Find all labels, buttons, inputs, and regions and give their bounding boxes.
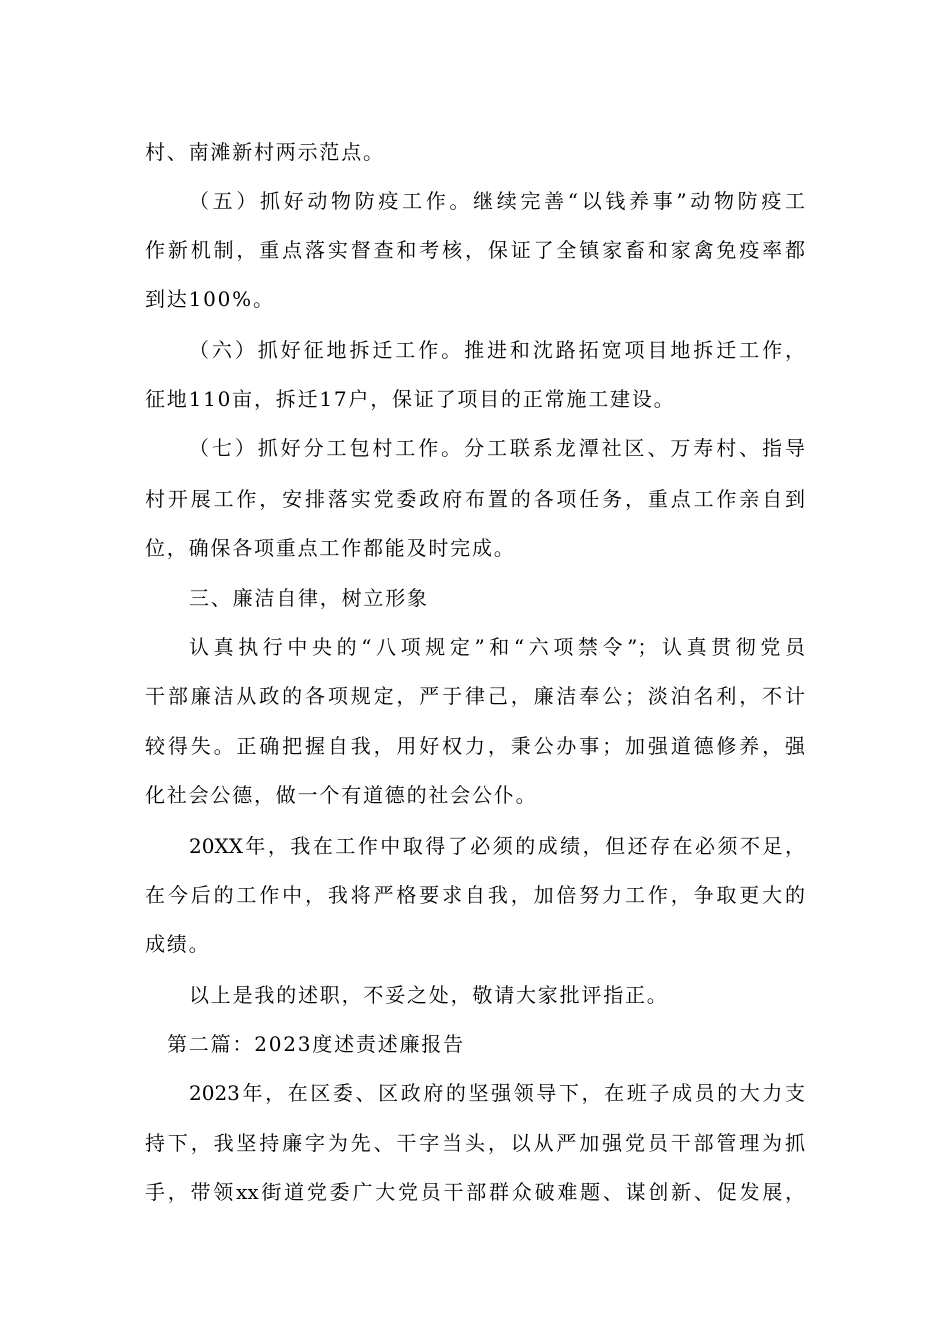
text-line: 化社会公德，做一个有道德的社会公仆。 [145,783,538,807]
text-line: 村、南滩新村两示范点。 [145,140,385,164]
text-line: 干部廉洁从政的各项规定，严于律己，廉洁奉公；淡泊名利，不计 [145,684,805,708]
text-line: 村开展工作，安排落实党委政府布置的各项任务，重点工作亲自到 [145,487,805,511]
text-line: 到达100%。 [145,287,275,311]
text-line: 持下，我坚持廉字为先、干字当头，以从严加强党员干部管理为抓 [145,1131,805,1155]
text-line: 较得失。正确把握自我，用好权力，秉公办事；加强道德修养，强 [145,734,805,758]
text-line: 在今后的工作中，我将严格要求自我，加倍努力工作，争取更大的 [145,883,805,907]
text-line: 成绩。 [145,932,211,956]
text-line: 以上是我的述职，不妥之处，敬请大家批评指正。 [189,983,669,1007]
text-line: （六）抓好征地拆迁工作。推进和沈路拓宽项目地拆迁工作， [189,338,805,362]
text-line: 位，确保各项重点工作都能及时完成。 [145,536,516,560]
text-line: 作新机制，重点落实督查和考核，保证了全镇家畜和家禽免疫率都 [145,238,805,262]
text-line: 2023年，在区委、区政府的坚强领导下，在班子成员的大力支 [189,1081,805,1105]
text-line: （五）抓好动物防疫工作。继续完善“以钱养事”动物防疫工 [189,189,805,213]
text-line: 认真执行中央的“八项规定”和“六项禁令”；认真贯彻党员 [189,635,805,659]
text-line: 征地110亩，拆迁17户，保证了项目的正常施工建设。 [145,387,676,411]
text-line: （七）抓好分工包村工作。分工联系龙潭社区、万寿村、指导 [189,436,805,460]
section-heading: 三、廉洁自律，树立形象 [189,586,429,610]
section-heading: 第二篇：2023度述责述廉报告 [167,1032,465,1056]
text-line: 20XX年，我在工作中取得了必须的成绩，但还存在必须不足， [189,834,805,858]
text-line: 手，带领xx街道党委广大党员干部群众破难题、谋创新、促发展， [145,1180,805,1204]
